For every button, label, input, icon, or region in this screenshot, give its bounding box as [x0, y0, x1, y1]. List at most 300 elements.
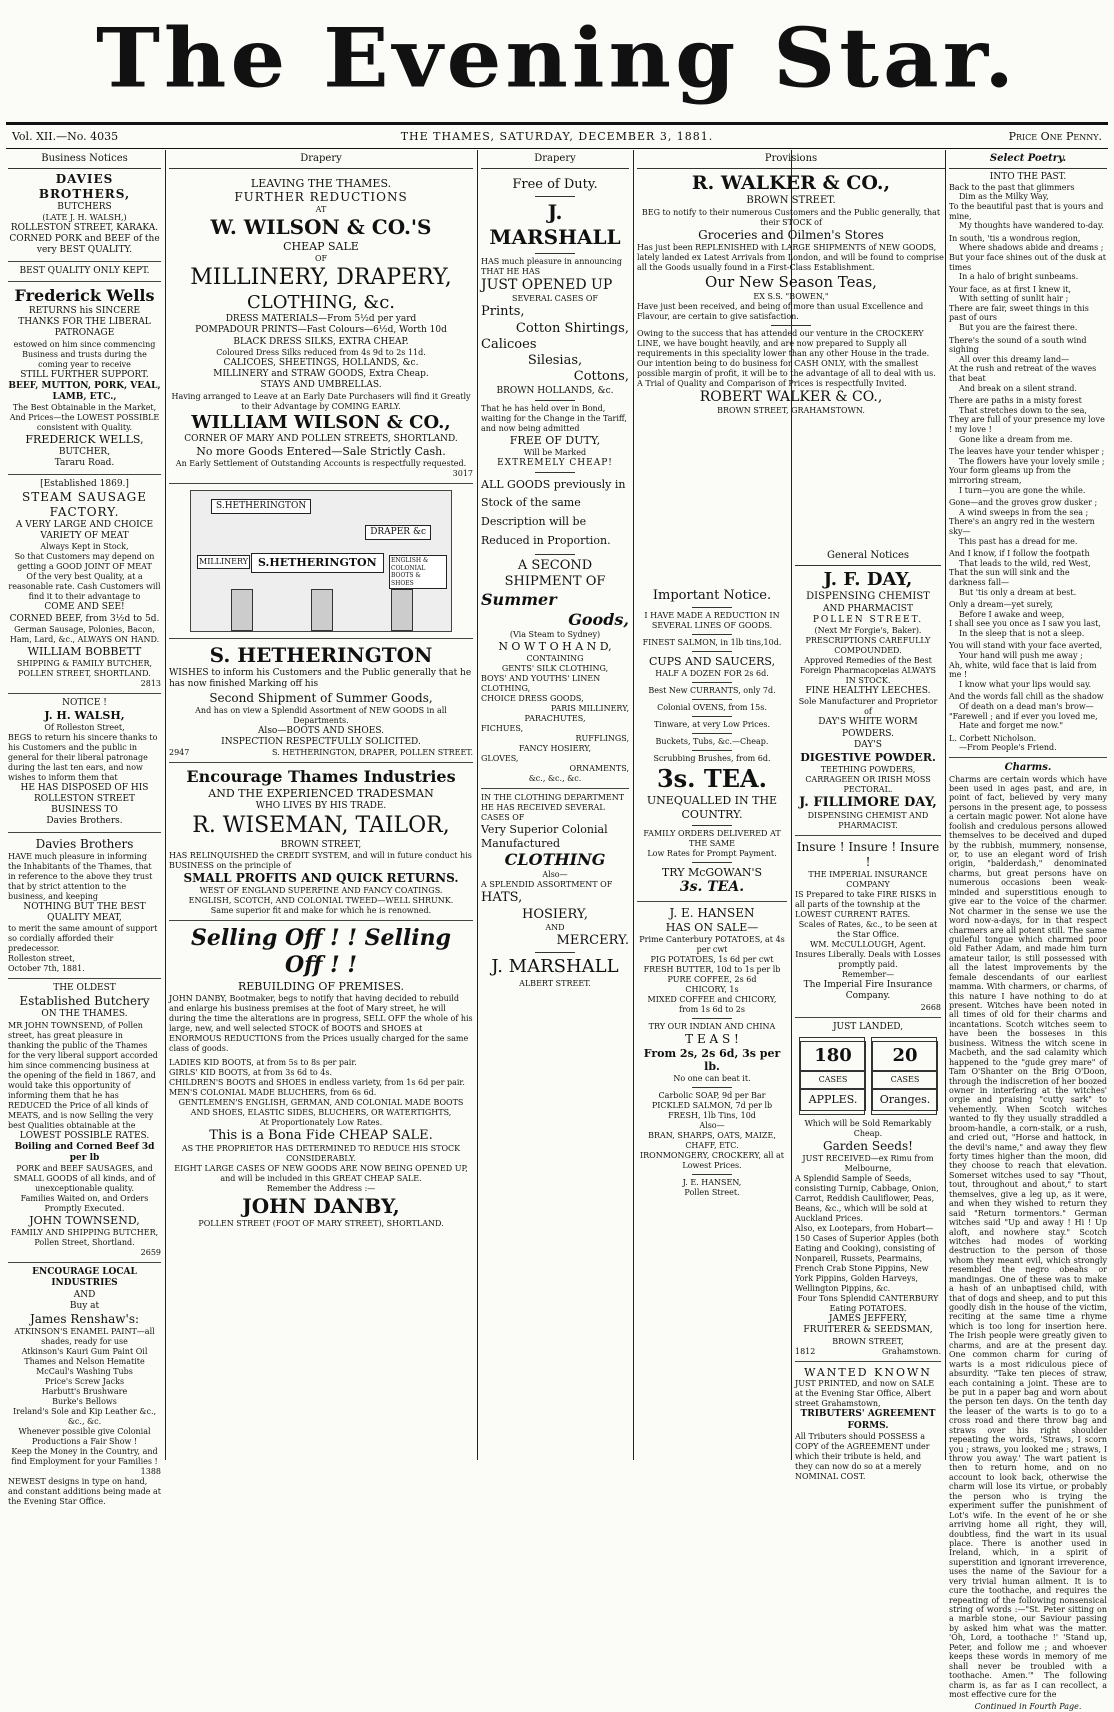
- ad-line: A SECOND SHIPMENT OF: [504, 557, 606, 589]
- ad-line: BUTCHERS: [57, 201, 112, 212]
- poem-line: A wind sweeps in from the sea ;: [959, 507, 1089, 517]
- poem-line: I shall see you once as I saw you last,: [949, 619, 1101, 629]
- ad-line: MILLINERY and STRAW GOODS, Extra Cheap.: [213, 369, 429, 379]
- poem-title: INTO THE PAST.: [989, 171, 1067, 182]
- shop-illustration: [190, 490, 452, 632]
- ad-line: PRESCRIPTIONS CAREFULLY COMPOUNDED.: [805, 636, 931, 655]
- shop-sign: DRAPER &c: [365, 525, 431, 540]
- ad-line: THE IMPERIAL INSURANCE COMPANY: [808, 870, 928, 889]
- poem-line: And I know, if I follow the footpath: [949, 549, 1090, 559]
- section-heading: General Notices: [795, 550, 941, 566]
- ad-line: OF: [314, 254, 328, 263]
- ad-heading: CLOTHING: [504, 850, 606, 870]
- ad-line: Remember—: [841, 970, 895, 979]
- ad-marshall: [481, 177, 629, 989]
- place-date: THE THAMES, SATURDAY, DECEMBER 3, 1881.: [400, 130, 714, 143]
- poem-line: There are fair, sweet things in this past of ours: [949, 303, 1089, 323]
- ad-line: MR JOHN TOWNSEND, of Pollen street, has great pleasure in thanking the public of the Thames for the very liberal support accorded him since commencing business at the opening of the field in 1867, and would take this opportunity of informing them that he has REDUCED the Price of all kinds of MEATS, and is now Selling the very best Qualities obtainable at the: [8, 1020, 158, 1130]
- ad-line: FANCY HOSIERY,: [518, 743, 592, 753]
- ad-line: CASES: [872, 1071, 938, 1089]
- ad-line: S. HETHERINGTON, DRAPER, POLLEN STREET.: [271, 748, 473, 757]
- ad-line: Having arranged to Leave at an Early Date Purchasers will find it Greatly to their Advantage by COMING EARLY.: [171, 391, 471, 411]
- ad-line: LOWEST POSSIBLE RATES.: [19, 1130, 150, 1141]
- poem-line: This past has a dread for me.: [959, 536, 1078, 546]
- ad-line: TRIBUTERS' AGREEMENT FORMS.: [800, 1409, 936, 1431]
- shop-sign: S.HETHERINGTON: [251, 553, 384, 573]
- column-divider: [477, 150, 478, 1460]
- ad-number: 1388: [140, 1467, 161, 1476]
- poem-line: Gone—and the groves grow dusker ;: [949, 498, 1098, 508]
- ad-line: Davies Brothers.: [46, 816, 123, 827]
- poem-line: Where shadows abide and dreams ;: [959, 243, 1104, 253]
- ad-line: JUST OPENED UP: [481, 276, 613, 293]
- ad-line: PARACHUTES,: [524, 713, 586, 723]
- ad-line: ATKINSON'S ENAMEL PAINT—all shades, ready for use: [14, 1327, 155, 1346]
- ad-heading: Our New Season Teas,: [705, 272, 877, 291]
- ad-line: Buy at: [69, 1300, 100, 1311]
- ad-heading: J. MARSHALL: [489, 199, 621, 249]
- section-heading: Business Notices: [8, 153, 161, 169]
- ad-line: Cottons,: [573, 369, 629, 385]
- ad-line: Which will be Sold Remarkably Cheap.: [804, 1119, 932, 1138]
- ad-line: Pollen Street.: [684, 1188, 740, 1197]
- poem-line: Only a dream—yet surely,: [949, 600, 1054, 610]
- column-poetry: [949, 153, 1107, 1712]
- ad-line: FINEST SALMON, in 1lb tins,10d.: [642, 638, 782, 648]
- ad-number: 2659: [140, 1248, 161, 1257]
- ad-davies-brothers: [8, 172, 161, 277]
- ad-line: NOTHING BUT THE BEST QUALITY MEAT,: [23, 901, 146, 923]
- masthead-rule: [6, 122, 1108, 125]
- ad-walsh: [8, 698, 161, 828]
- article-title: Charms.: [1004, 762, 1052, 773]
- ad-line: A VERY LARGE AND CHOICE VARIETY OF MEAT: [15, 519, 154, 541]
- poem-line: I turn—you are gone the while.: [959, 485, 1086, 495]
- ad-heading: 3s. TEA.: [679, 879, 745, 896]
- ad-line: LADIES KID BOOTS, at from 5s to 8s per pair.: [169, 1057, 357, 1067]
- ad-line: Prime Canterbury POTATOES, at 4s per cwt: [639, 934, 785, 954]
- ad-line: CORNED BEEF, from 3½d to 5d.: [9, 613, 160, 624]
- ad-line: FAMILY AND SHIPPING BUTCHER, Pollen Street, Shortland.: [10, 1228, 159, 1247]
- poem-line: The flowers have your lovely smile ;: [959, 456, 1105, 466]
- masthead-title: The Evening Star.: [95, 10, 1019, 107]
- ad-line: IS Prepared to take FIRE RISKS in all parts of the township at the LOWEST CURRENT RATES.: [795, 890, 937, 919]
- ad-line: ROLLESTON STREET BUSINESS TO: [33, 793, 136, 815]
- ad-line: AND: [73, 1289, 96, 1300]
- poem-line: There's the sound of a south wind sighing: [949, 335, 1087, 355]
- column-drapery-1: [169, 153, 473, 1458]
- poem-line: In a halo of bright sunbeams.: [959, 272, 1079, 282]
- ad-line: CALICOES, SHEETINGS, HOLLANDS, &c.: [223, 357, 419, 368]
- ad-line: Silesias,: [527, 353, 583, 368]
- ad-heading: Goods,: [568, 610, 629, 629]
- ad-line: J. E. HANSEN,: [682, 1178, 742, 1187]
- ad-line: EIGHT LARGE CASES OF NEW GOODS ARE NOW BEING OPENED UP, and will be included in this GREAT CHEAP SALE.: [174, 1163, 468, 1183]
- poem-line: In the sleep that is not a sleep.: [959, 628, 1085, 638]
- ad-line: BUTCHER,: [58, 447, 111, 457]
- ad-line: AS THE PROPRIETOR HAS DETERMINED TO REDUCE HIS STOCK CONSIDERABLY.: [181, 1143, 461, 1163]
- ad-line: Tinware, at very Low Prices.: [653, 720, 771, 729]
- ad-line: HOSIERY,: [522, 906, 588, 922]
- ad-line: BLACK DRESS SILKS, EXTRA CHEAP.: [233, 336, 409, 347]
- poem-line: "Farewell ; and if ever you loved me,: [949, 711, 1098, 721]
- ad-line: LEAVING THE THAMES.: [250, 176, 392, 190]
- ad-mcgowan-hansen: [637, 580, 787, 1458]
- ad-line: Will be Marked: [523, 447, 587, 457]
- shop-door: [231, 589, 253, 631]
- ad-line: WISHES to inform his Customers and the Public generally that he has now finished Marking off his: [169, 668, 472, 690]
- ad-line: FREDERICK WELLS,: [25, 433, 144, 447]
- ad-heading: Encourage Thames Industries: [186, 767, 456, 786]
- dateline-rule: [6, 148, 1108, 149]
- ad-line: ROLLESTON STREET, KARAKA.: [10, 222, 159, 233]
- volume-number: Vol. XII.—No. 4035: [12, 130, 119, 143]
- poem-line: To the beautiful past that is yours and mine,: [949, 201, 1104, 221]
- ad-heading: Selling Off ! ! Selling Off ! !: [191, 924, 451, 979]
- ad-line: Has just been REPLENISHED with LARGE SHIPMENTS of NEW GOODS, lately landed ex Latest Arrivals from London, and will be found to comprise all the Goods usually found in a First-Class Establishment.: [637, 242, 944, 272]
- ad-line: IN THE CLOTHING DEPARTMENT HE HAS RECEIVED SEVERAL CASES OF: [481, 792, 625, 822]
- ad-line: PURE COFFEE, 2s 6d: [667, 974, 757, 984]
- ad-line: Of Rolleston Street,: [44, 722, 125, 732]
- ad-heading: Established Butchery: [19, 994, 150, 1009]
- ad-line: BROWN STREET,: [280, 839, 362, 850]
- ad-line: Coloured Dress Silks reduced from 4s 9d to 2s 11d.: [216, 347, 426, 357]
- ad-line: MEN'S COLONIAL MADE BLUCHERS, from 6s 6d.: [169, 1087, 377, 1097]
- oranges-count: 20: [872, 1041, 938, 1072]
- ad-line: AT: [315, 205, 327, 215]
- poem-line: In south, 'tis a wondrous region,: [949, 233, 1081, 243]
- poem-line: Gone like a dream from me.: [959, 434, 1073, 444]
- column-divider: [633, 150, 634, 1460]
- poem-line: The leaves have your tender whisper ;: [949, 447, 1105, 457]
- poem-line: All over this dreamy land—: [959, 354, 1070, 364]
- ad-day: [795, 569, 941, 832]
- ad-line: ALBERT STREET.: [519, 978, 591, 988]
- ad-hansen: [637, 906, 787, 1198]
- ad-line: An Early Settlement of Outstanding Accounts is respectfully requested.: [175, 459, 467, 468]
- ad-line: RETURNS his SINCERE THANKS FOR THE LIBERAL PATRONAGE: [18, 305, 151, 339]
- ad-line: EX S.S. "BOWEN,": [753, 291, 829, 301]
- ad-line: Cotton Shirtings,: [515, 320, 629, 336]
- ad-line: And has on view a Splendid Assortment of NEW GOODS in all Departments.: [195, 705, 447, 725]
- poem-line: They are full of your presence my love ! my love !: [949, 415, 1105, 434]
- ad-line: ENGLISH, SCOTCH, AND COLONIAL TWEED—WELL SHRUNK.: [188, 895, 454, 905]
- ad-line: NOTICE !: [62, 697, 107, 708]
- ad-line: FINE HEALTHY LEECHES.: [805, 686, 931, 696]
- column-general-notices: [795, 550, 941, 1481]
- ad-line: Ireland's Sole and Kip Leather &c., &c., &c.: [12, 1407, 157, 1426]
- article-body: Charms are certain words which have been used in ages past, and are, in point of fact, believed by very many persons in the present age, to possess a certain magic power. Not alone have foolish and credulous persons allowed themselves to be deceived and duped by the rubbish, mummery, nonsense, or, to use an elegant word of Irish origin, "balderdash," denominated charms, but great persons have on numerous occasions been weak-minded and superstitious enough to give ear to the voice of the charmer. Not charmer in the sense we use the word now-a-days, for in that respect charmers are all potent still. The same guileful tongue which charmed poor old Father Adam, and made him turn amateur tailor, is still possessed with all the latest improvements by the female descendants of our earliest mamma. With charmers, or charms, of this nature I have nothing to do at present. Witches have been noted in all times of old for their charms and incantations. Scotch witches seem to have been the bosseses in this business. Witness the witch scene in Macbeth, and the sad calamity which happened to the "gude grey mare" of Tam O'Shanter on the Brig O'Doon, through the indiscretion of her boozed owner in interfering at the witches' orgie and praising "cutty sark" to vehemently. When Scotch witches wanted to fly they usually straddled a broom-handle, a corn-stalk, or a rush, and cried out, "Horse and hattock, in the devil's name," and away they flew forty times higher than the moon, did they choose to reach that elevation. Somerset witches used to say "Thout, tout, throughout and about," to start themselves, give a leg up, as it were, and when they wished to return they said "Return tormentors." German witches said "Up and away ! Hi ! Up aloft, and nowhere stay." Scotch witches had modes of working destruction to the person of those whom they meant evil, which strongly resembled the negro obeahs or mandingas. One of these was to make a hash of an unbaptised child, with that of dogs and sheep, and to put this goodly dish in the house of the victim, reciting at the same time a rhyme which is too long for insertion here. The Irish people were greatly given to charms, and are at the present day. One common charm for curing of warts is a most ridiculous piece of absurdity. "Take ten pieces of straw, each containing a joint. These are to be put in a paper bag and worn about the person ten days. On the tenth day the leaser of the warts is to go to a cross road and there throw bag and straws over his right shoulder repeating the words, 'Straws, I scorn you ; straws, you looked me ; straws, I throw you away.' The wart patient is then to return home, and on no account to look back, otherwise the charm will lose its virtue, or probably the person who is trying the experiment suffer the punishment of Lot's wife. In the event of he or she arriving home all right, they will, doubtless, find the wart in its usual place. There is another used in Ireland, which, in a spirit of superstition and ignorant irreverence, uses the name of the Saviour for a very trivial human ailment. It is to cure the toothache, and requires the repeating of the following nonsensical string of words :—"St. Peter sitting on a marble stone, our Saviour passing by asked him what was the matter. 'Oh, Lord, a toothache !' 'Stand up, Peter, and follow me ; and whoever keeps these words in memory of me shall never be troubled with a toothache. Amen.'" The following charm is, as far as I can recollect, a most effective cure for the: [949, 774, 1107, 1699]
- ad-line: This is a Bona Fide CHEAP SALE.: [209, 1127, 433, 1143]
- ad-line: THE OLDEST: [53, 983, 116, 993]
- ad-line: NEWEST designs in type on hand, and constant additions being made at the Evening Star Office.: [8, 1477, 161, 1506]
- ad-line: FURTHER REDUCTIONS: [234, 190, 408, 205]
- ad-line: DAY'S: [854, 739, 882, 750]
- ad-heading: J. H. WALSH,: [44, 708, 125, 722]
- ad-line: Scrubbing Brushes, from 6d.: [653, 754, 771, 763]
- ad-line: GIRLS' KID BOOTS, at from 3s 6d to 4s.: [169, 1067, 333, 1077]
- shop-sign: MILLINERY: [197, 555, 250, 569]
- poem-line: That stretches down to the sea,: [959, 405, 1087, 415]
- ad-heading: Davies Brothers: [35, 836, 134, 851]
- ad-line: Harbutt's Brushware: [41, 1387, 128, 1396]
- ad-line: Free of Duty.: [512, 176, 598, 192]
- ad-line: BEEF, MUTTON, PORK, VEAL, LAMB, ETC.,: [8, 380, 161, 402]
- ad-line: MERCERY.: [556, 932, 629, 948]
- ad-line: October 7th, 1881.: [8, 964, 85, 973]
- ad-heading: WILLIAM WILSON & CO.,: [191, 411, 451, 433]
- ad-line: T E A S !: [685, 1031, 739, 1046]
- ad-line: CHOICE DRESS GOODS,: [481, 693, 584, 703]
- ad-line: RUFFLINGS,: [575, 733, 629, 743]
- ad-line: FRESH, 1lb Tins, 10d: [668, 1111, 756, 1120]
- column-drapery-2: [481, 153, 629, 1458]
- ad-renshaw: [8, 1267, 161, 1507]
- ad-line: Sole Manufacturer and Proprietor of: [798, 697, 938, 717]
- ad-wanted-known: [795, 1366, 941, 1482]
- oranges-box: [871, 1037, 937, 1115]
- ad-line: BEGS to return his sincere thanks to his Customers and the public in general for their liberal patronage during the last ten ears, and now wishes to inform them that: [8, 732, 158, 782]
- ad-line: Prints,: [481, 304, 525, 320]
- section-heading: Provisions: [637, 153, 945, 169]
- section-heading: Select Poetry.: [949, 153, 1107, 169]
- ad-line: HAS much pleasure in announcing THAT HE HAS: [481, 256, 622, 276]
- ad-line: Also, ex Lootepars, from Hobart—150 Cases of Superior Apples (both Eating and Cooking), consisting of Nonpareil, Russets, Pearmains, French Crab Stone Pippins, New York Pippins, Golden Harveys, Wellington Pippins, &c.: [795, 1224, 939, 1293]
- ad-heading: Frederick Wells: [14, 285, 155, 305]
- ad-line: JUST RECEIVED—ex Rimu from Melbourne,: [802, 1154, 934, 1173]
- ad-line: REBUILDING OF PREMISES.: [237, 979, 405, 993]
- ad-line: HAS ON SALE—: [665, 920, 759, 934]
- ad-line: Also—BOOTS AND SHOES.: [257, 725, 385, 736]
- poem-line: Of death on a dead man's brow—: [959, 702, 1094, 712]
- ad-heading: R. WALKER & CO.,: [691, 171, 891, 194]
- ad-line: GLOVES,: [481, 753, 519, 763]
- ad-line: Our intention being to do business for CASH ONLY, with the smallest possible margin of profit, it will be to the advantage of all to deal with us.: [637, 358, 936, 378]
- ad-line: Always Kept in Stock,: [40, 542, 129, 552]
- ad-line: AND THE EXPERIENCED TRADESMAN: [208, 787, 434, 800]
- ad-line: TRY OUR INDIAN AND CHINA: [648, 1021, 776, 1031]
- ad-heading: Insure ! Insure ! Insure !: [796, 840, 940, 869]
- continued-note: Continued in Fourth Page.: [974, 1702, 1082, 1712]
- ad-line: FREE OF DUTY,: [509, 433, 601, 447]
- ad-number: 2813: [140, 678, 161, 688]
- masthead: [0, 0, 1114, 118]
- ad-line: ALL GOODS previously in Stock of the same Description will be Reduced in Proportion.: [481, 477, 626, 547]
- ad-heading: W. WILSON & CO.'S: [210, 215, 432, 240]
- price: Price One Penny.: [1008, 130, 1102, 143]
- ad-heading: James Renshaw's:: [29, 1312, 140, 1326]
- poem-line: Your form gleams up from the mirroring stream,: [949, 466, 1071, 485]
- poem-line: Hate and forget me now.": [959, 721, 1063, 731]
- ad-line: JUST PRINTED, and now on SALE at the Evening Star Office, Albert street Grahamstown,: [795, 1379, 935, 1409]
- ad-davies-brothers-2: [8, 837, 161, 975]
- ad-line: FRUITERER & SEEDSMAN,: [803, 1325, 933, 1336]
- ad-line: Burke's Bellows: [52, 1397, 117, 1406]
- ad-number: 3017: [452, 469, 473, 478]
- ad-heading: Garden Seeds!: [823, 1139, 913, 1153]
- ad-wiseman: [169, 767, 473, 916]
- ad-line: JAMES JEFFERY,: [828, 1314, 908, 1324]
- shop-door: [391, 589, 413, 631]
- ad-line: Grahamstown.: [881, 1346, 941, 1356]
- ad-line: Same superior fit and make for which he is renowned.: [210, 905, 432, 915]
- section-heading: Drapery: [169, 153, 473, 169]
- ad-line: CASES: [800, 1071, 866, 1089]
- poem-line: Your face, as at first I knew it,: [949, 284, 1072, 294]
- ad-line: DRESS MATERIALS—From 5½d per yard: [225, 314, 417, 324]
- ad-line: So that Customers may depend on getting a GOOD JOINT OF MEAT: [14, 552, 155, 572]
- column-business-notices: [8, 153, 161, 1506]
- ad-line: CORNER OF MARY AND POLLEN STREETS, SHORTLAND.: [184, 434, 458, 444]
- ad-frederick-wells: [8, 286, 161, 470]
- poem-line: That the sun will sink and the darkness fall—: [949, 568, 1070, 587]
- ad-heading: Second Shipment of Summer Goods,: [209, 690, 433, 705]
- poem-line: With setting of sunlit hair ;: [959, 294, 1069, 304]
- ad-heading: WANTED KNOWN: [804, 1365, 932, 1379]
- ad-line: POLLEN STREET.: [812, 614, 924, 625]
- ad-danby: [169, 925, 473, 1229]
- ad-line: Keep the Money in the Country, and find Employment for your Families !: [11, 1447, 158, 1466]
- ad-line: CORNED PORK and BEEF of the very BEST QUALITY.: [9, 234, 160, 256]
- ad-line: Scales of Rates, &c., to be seen at the Star Office.: [798, 920, 938, 939]
- ad-line: SEVERAL CASES OF: [512, 294, 598, 304]
- ad-heading: J. F. DAY,: [823, 568, 913, 590]
- ad-line: COME AND SEE!: [44, 602, 125, 613]
- ad-line: PARIS MILLINERY,: [550, 703, 629, 713]
- ad-line: WEST OF ENGLAND SUPERFINE AND FANCY COATINGS.: [199, 885, 443, 895]
- ad-wilson: [169, 177, 473, 480]
- ad-line: POMPADOUR PRINTS—Fast Colours—6½d, Worth 10d: [195, 325, 447, 336]
- ad-line: JUST LANDED,: [832, 1021, 904, 1032]
- ad-line: BRAN, SHARPS, OATS, MAIZE, CHAFF, ETC.: [648, 1131, 776, 1150]
- ad-line: WM. McCULLOUGH, Agent.: [810, 940, 926, 949]
- ad-line: Colonial OVENS, from 15s.: [657, 703, 767, 712]
- ad-line: Calicoes: [481, 336, 537, 352]
- apples-box: [799, 1037, 865, 1115]
- ad-line: HALF A DOZEN FOR 2s 6d.: [655, 669, 769, 678]
- ad-number: 2947: [169, 748, 190, 757]
- ad-line: estowed on him since commencing Business and trusts during the coming year to receive: [13, 339, 156, 369]
- poem-line: Dim as the Milky Way,: [959, 192, 1049, 202]
- ad-bobbett: [8, 479, 161, 689]
- ad-line: EXTREMELY CHEAP!: [497, 457, 613, 468]
- poem-line: And the words fall chill as the shadow: [949, 692, 1104, 702]
- ad-line: STILL FURTHER SUPPORT.: [20, 369, 149, 380]
- ad-heading: R. WISEMAN, TAILOR,: [192, 813, 450, 838]
- ad-line: UNEQUALLED IN THE COUNTRY.: [646, 794, 778, 821]
- poem-line: There's an angry red in the western sky—: [949, 517, 1095, 536]
- ad-line: BEG to notify to their numerous Customers and the Public generally, that their STOCK of: [641, 207, 941, 227]
- ad-line: That he has held over in Bond, waiting for the Change in the Tariff, and now being admitted: [481, 403, 627, 433]
- ad-line: DISPENSING CHEMIST: [806, 591, 930, 602]
- ad-line: SMALL PROFITS AND QUICK RETURNS.: [183, 870, 459, 885]
- ad-line: IRONMONGERY, CROCKERY, all at Lowest Prices.: [639, 1151, 784, 1170]
- poem-line: There are paths in a misty forest: [949, 396, 1082, 406]
- ad-line: DISPENSING CHEMIST AND PHARMACIST.: [807, 811, 929, 830]
- ad-line: GENTS' SILK CLOTHING,: [501, 663, 609, 673]
- ad-heading: Important Notice.: [652, 588, 772, 603]
- ad-line: No one can beat it.: [673, 1074, 751, 1083]
- ad-line: GENTLEMEN'S ENGLISH, GERMAN, AND COLONIAL MADE BOOTS AND SHOES, ELASTIC SIDES, BLUCHERS, OR WATERTIGHTS,: [178, 1097, 464, 1117]
- shop-door: [311, 589, 333, 631]
- ad-line: JOHN DANBY, Bootmaker, begs to notify that having decided to rebuild and enlarge his business premises at the foot of Mary street, he will during the time the alterations are in progress, SELL OFF the whole of his large, new, and well selected STOCK of BOOTS and SHOES at ENORMOUS REDUCTIONS from the Prices usually charged for the same class of goods.: [169, 993, 473, 1053]
- ad-heading: S. HETHERINGTON: [209, 643, 433, 667]
- section-heading: Drapery: [481, 153, 629, 169]
- ad-line: CHICORY, 1s: [685, 984, 739, 994]
- ad-line: (Via Steam to Sydney): [509, 630, 601, 639]
- ad-line: Groceries and Oilmen's Stores: [698, 227, 884, 242]
- ad-line: Four Tons Splendid CANTERBURY Eating POTATOES.: [797, 1294, 939, 1313]
- ad-heading: J. E. HANSEN: [669, 905, 755, 920]
- poem-line: That leads to the wild, red West,: [959, 558, 1091, 568]
- poem-line: And break on a silent strand.: [959, 383, 1077, 393]
- ad-line: INSPECTION RESPECTFULLY SOLICITED.: [221, 736, 421, 747]
- ad-line: (Next Mr Forgie's, Baker).: [814, 626, 922, 635]
- ad-heading: J. FILLIMORE DAY,: [799, 794, 937, 810]
- ad-number: 1812: [795, 1346, 816, 1356]
- ad-line: Remember the Address :—: [266, 1183, 376, 1193]
- ad-line: A SPLENDID ASSORTMENT OF: [481, 880, 613, 890]
- ad-line: PICKLED SALMON, 7d per lb: [651, 1101, 773, 1110]
- ad-line: APPLES.: [800, 1089, 866, 1111]
- ad-heading: Summer: [481, 590, 557, 609]
- ad-line: JOHN TOWNSEND,: [29, 1214, 140, 1228]
- ad-line: Of the very best Quality, at a reasonable rate. Cash Customers will find it to their advantage to: [8, 572, 161, 602]
- poem-line: Back to the past that glimmers: [949, 182, 1075, 192]
- ad-line: PORK and BEEF SAUSAGES, and SMALL GOODS of all kinds, and of unexceptionable quality.: [13, 1164, 156, 1194]
- ad-line: BROWN STREET, GRAHAMSTOWN.: [717, 406, 865, 415]
- ad-line: TRY McGOWAN'S: [661, 865, 763, 879]
- ad-line: STAYS AND UMBRELLAS.: [260, 380, 382, 391]
- poem-line: At the rush and retreat of the waves that beat: [949, 364, 1097, 384]
- ad-mcgowan: [637, 588, 787, 897]
- poem-line: Ah, white, wild face that is laid from me !: [949, 660, 1097, 680]
- ad-line: Approved Remedies of the Best Foreign Pharmacopœias ALWAYS IN STOCK.: [799, 656, 937, 685]
- ad-line: I HAVE MADE A REDUCTION IN SEVERAL LINES OF GOODS.: [644, 611, 780, 631]
- ad-line: BOYS' AND YOUTHS' LINEN CLOTHING,: [481, 673, 601, 693]
- ad-line: Also—: [542, 870, 568, 880]
- ad-line: HAS RELINQUISHED the CREDIT SYSTEM, and will in future conduct his BUSINESS on the principle of: [169, 850, 472, 870]
- ad-line: Also—: [699, 1121, 725, 1130]
- ad-line: Owing to the success that has attended our venture in the CROCKERY LINE, we have bought heavily, and are now prepared to Supply all requirements in this speciality lower than any other House in the trade.: [637, 328, 930, 358]
- ad-line: Boiling and Corned Beef 3d per lb: [14, 1141, 155, 1163]
- ad-line: Carbolic SOAP, 9d per Bar: [658, 1091, 766, 1100]
- ad-line: At Proportionately Low Rates.: [259, 1117, 383, 1127]
- ad-line: ON THE THAMES.: [41, 1009, 128, 1020]
- poem-body: [949, 183, 1107, 753]
- shop-sign: S.HETHERINGTON: [211, 499, 311, 514]
- ad-heading: CLOTHING, &c.: [246, 291, 396, 313]
- ad-line: FRESH BUTTER, 10d to 1s per lb: [643, 964, 781, 974]
- dateline: [12, 130, 1102, 148]
- ad-walker: [637, 172, 945, 417]
- ad-line: CHEAP SALE: [283, 240, 359, 254]
- ad-line: SHIPPING & FAMILY BUTCHER, POLLEN STREET, SHORTLAND.: [16, 658, 153, 678]
- ad-line: Families Waited on, and Orders Promptly Executed.: [20, 1194, 149, 1214]
- ad-line: FICHUES,: [481, 723, 524, 733]
- ad-line: BROWN STREET,: [832, 1336, 904, 1346]
- ad-heading: 3s. TEA.: [656, 764, 768, 793]
- poem-line: L. Corbett Nicholson.: [949, 733, 1037, 743]
- ad-line: to merit the same amount of support so cordially afforded their predecessor.: [8, 924, 158, 953]
- ad-line: N O W T O H A N D,: [498, 640, 612, 653]
- ad-line: The Best Obtainable in the Market,: [12, 403, 157, 413]
- ad-line: WILLIAM BOBBETT: [27, 644, 142, 658]
- ad-line: Price's Screw Jacks: [44, 1377, 125, 1386]
- ad-line: [Established 1869.]: [40, 478, 129, 489]
- poem-line: But your face shines out of the dusk at times: [949, 252, 1106, 272]
- poem-line: My thoughts have wandered to-day.: [959, 221, 1104, 231]
